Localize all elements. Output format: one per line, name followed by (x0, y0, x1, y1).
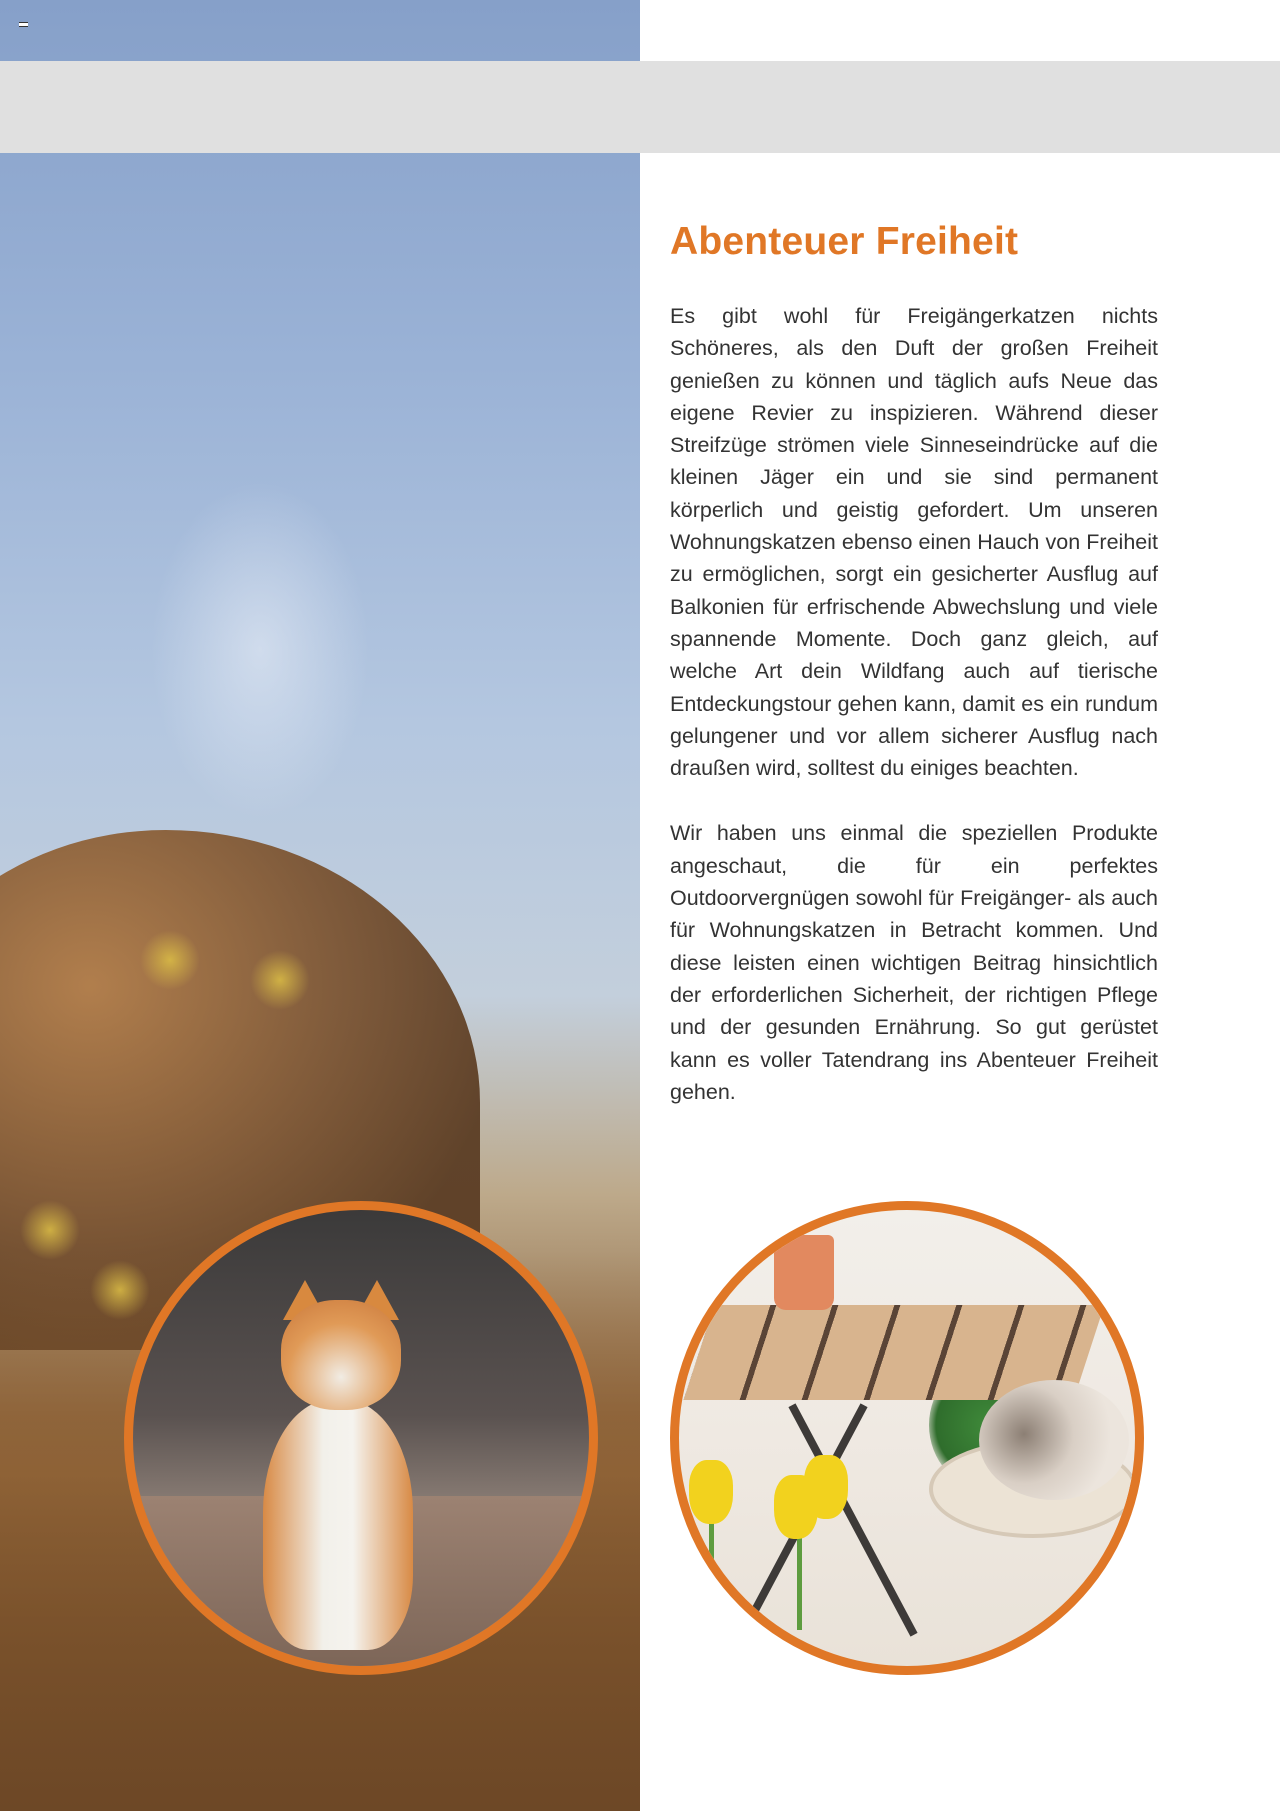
article (670, 218, 1158, 1141)
yellow-tulip (804, 1455, 848, 1519)
blurred-flower (140, 930, 200, 990)
blurred-flower (90, 1260, 150, 1320)
blurred-flower (250, 950, 310, 1010)
coffee-mug (774, 1235, 834, 1310)
balcony-photo-circle (670, 1201, 1144, 1675)
sky-haze (150, 480, 370, 820)
article-paragraph: Es gibt wohl für Freigängerkatzen nichts Schöneres, als den Duft der großen Freiheit genießen zu können und täglich aufs Neue das eigene Revier zu inspizieren. Während dieser Streifzüge strömen viele Sinneseindrücke auf die kleinen Jäger ein und sie sind permanent körperlich und geistig gefordert. Um unseren Wohnungskatzen ebenso einen Hauch von Freiheit zu ermöglichen, sorgt ein gesicherter Ausflug auf Balkonien für erfrischende Abwechslung und viele spannende Momente. Doch ganz gleich, auf welche Art dein Wildfang auch auf tierische Entdeckungstour gehen kann, damit es ein rundum gelungener und vor allem sicherer Ausflug nach draußen wird, solltest du einiges beachten. (670, 304, 1158, 781)
cat-head (281, 1300, 401, 1410)
article-title: Abenteuer Freiheit (670, 220, 1019, 263)
blurred-flower (20, 1200, 80, 1260)
resting-cat (979, 1380, 1129, 1500)
cat-photo-circle (124, 1201, 598, 1675)
article-paragraph: Wir haben uns einmal die speziellen Produkte angeschaut, die für ein perfektes Outdoorvergnügen sowohl für Freigänger- als auch für Wohnungskatzen in Betracht kommen. Und diese leisten einen wichtigen Beitrag hinsichtlich der erforderlichen Sicherheit, der richtigen Pflege und der gesunden Ernährung. So gut gerüstet kann es voller Tatendrang ins Abenteuer Freiheit gehen. (670, 821, 1158, 1104)
cat-body (263, 1400, 413, 1650)
header-band (0, 61, 1280, 153)
yellow-tulip (689, 1460, 733, 1524)
minimize-icon (19, 22, 28, 27)
